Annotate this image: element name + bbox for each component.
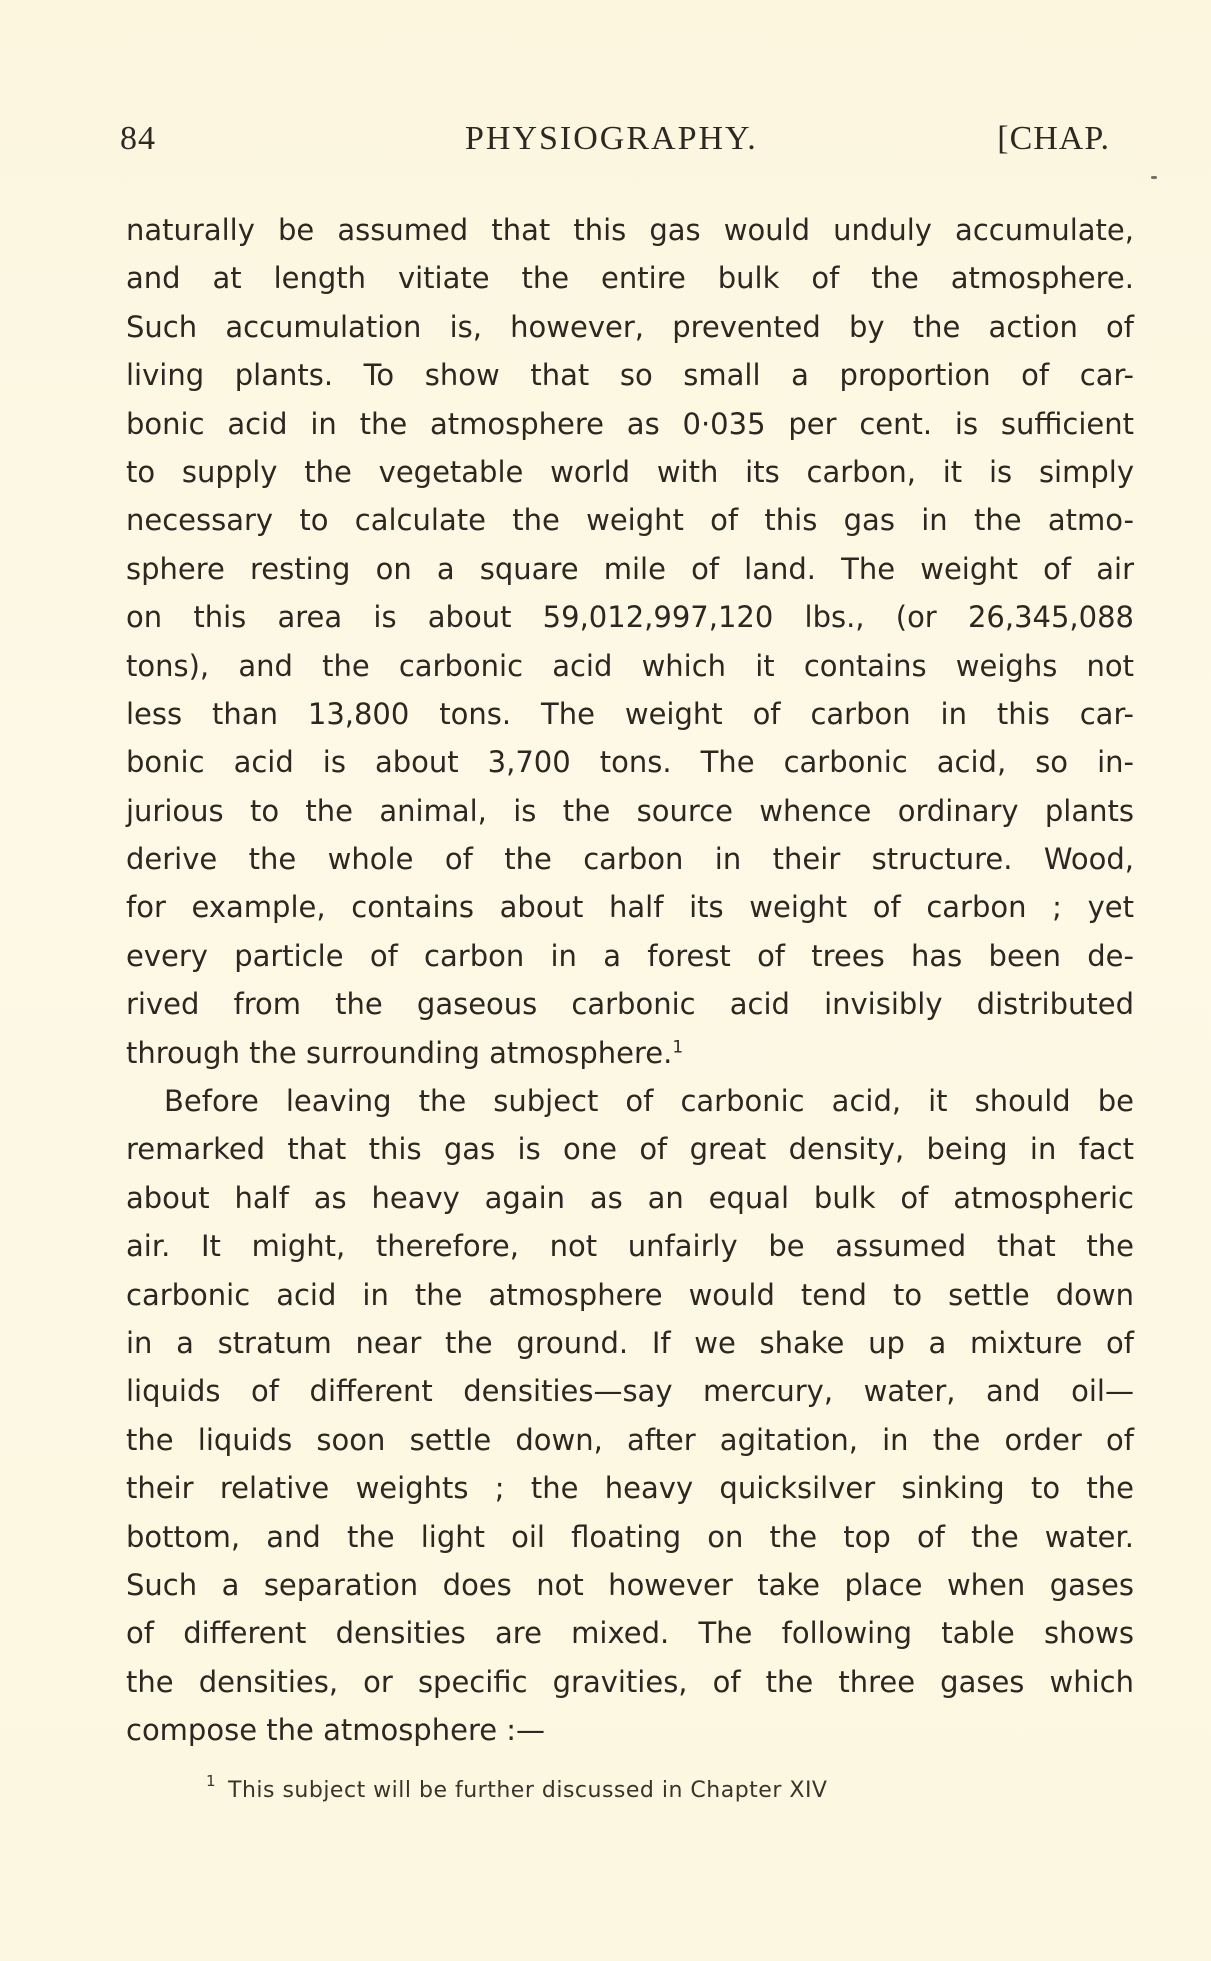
text-line: derive the whole of the carbon in their structure. Wood, — [126, 842, 1134, 877]
footnote — [206, 1772, 1128, 1803]
text-line: bottom, and the light oil floating on the top of the water. — [126, 1519, 1134, 1554]
text-line: remarked that this gas is one of great density, being in fact — [126, 1132, 1134, 1167]
text-line: carbonic acid in the atmosphere would tend to settle down — [126, 1277, 1134, 1312]
text-line: and at length vitiate the entire bulk of the atmosphere. — [126, 261, 1134, 296]
page-number: 84 — [120, 120, 156, 157]
footnote-text: This subject will be further discussed in Chapter XIV — [228, 1778, 828, 1803]
text-line: naturally be assumed that this gas would unduly accumulate, — [126, 213, 1134, 247]
text-line: to supply the vegetable world with its carbon, it is simply — [126, 454, 1134, 489]
text-line: Such accumulation is, however, prevented by the action of — [126, 309, 1134, 344]
body-text — [126, 206, 1134, 1755]
ink-mark — [1151, 176, 1157, 179]
text-line: every particle of carbon in a forest of trees has been de- — [126, 938, 1134, 973]
text-line: tons), and the carbonic acid which it contains weighs not — [126, 648, 1134, 683]
text-line: living plants. To show that so small a proportion of car- — [126, 358, 1134, 393]
text-line: in a stratum near the ground. If we shake up a mixture of — [126, 1325, 1134, 1360]
text-line: for example, contains about half its weight of carbon ; yet — [126, 890, 1134, 925]
text-line: of different densities are mixed. The following table shows — [126, 1616, 1134, 1651]
text-line: their relative weights ; the heavy quicksilver sinking to the — [126, 1471, 1134, 1506]
text-line: less than 13,800 tons. The weight of carbon in this car- — [126, 696, 1134, 731]
text-line-with-footnote-ref — [126, 1029, 1134, 1077]
text-line: necessary to calculate the weight of this gas in the atmo- — [126, 503, 1134, 538]
text-line: the liquids soon settle down, after agitation, in the order of — [126, 1422, 1134, 1457]
text-line: bonic acid in the atmosphere as 0·035 per cent. is sufficient — [126, 406, 1134, 441]
text-line: the densities, or specific gravities, of the three gases which — [126, 1664, 1134, 1699]
text-line: through the surrounding atmosphere. — [126, 1035, 673, 1070]
text-line: jurious to the animal, is the source whence ordinary plants — [126, 793, 1134, 828]
paragraph-start-line: Before leaving the subject of carbonic acid, it should be — [164, 1084, 1134, 1119]
running-title: PHYSIOGRAPHY. — [465, 120, 758, 157]
text-line: compose the atmosphere :— — [126, 1713, 546, 1748]
text-line: about half as heavy again as an equal bulk of atmospheric — [126, 1180, 1134, 1215]
chapter-label: [CHAP. — [997, 120, 1110, 157]
text-line: air. It might, therefore, not unfairly be assumed that the — [126, 1229, 1134, 1264]
text-line: bonic acid is about 3,700 tons. The carbonic acid, so in- — [126, 745, 1134, 780]
text-line: rived from the gaseous carbonic acid invisibly distributed — [126, 987, 1134, 1022]
text-line: on this area is about 59,012,997,120 lbs., (or 26,345,088 — [126, 600, 1134, 635]
footnote-marker: 1 — [206, 1772, 217, 1790]
footnote-reference: 1 — [672, 1036, 684, 1057]
page-header — [120, 120, 1120, 170]
text-line: sphere resting on a square mile of land. The weight of air — [126, 551, 1134, 586]
text-line: Such a separation does not however take place when gases — [126, 1567, 1134, 1602]
text-line: liquids of different densities—say mercury, water, and oil— — [126, 1374, 1134, 1409]
